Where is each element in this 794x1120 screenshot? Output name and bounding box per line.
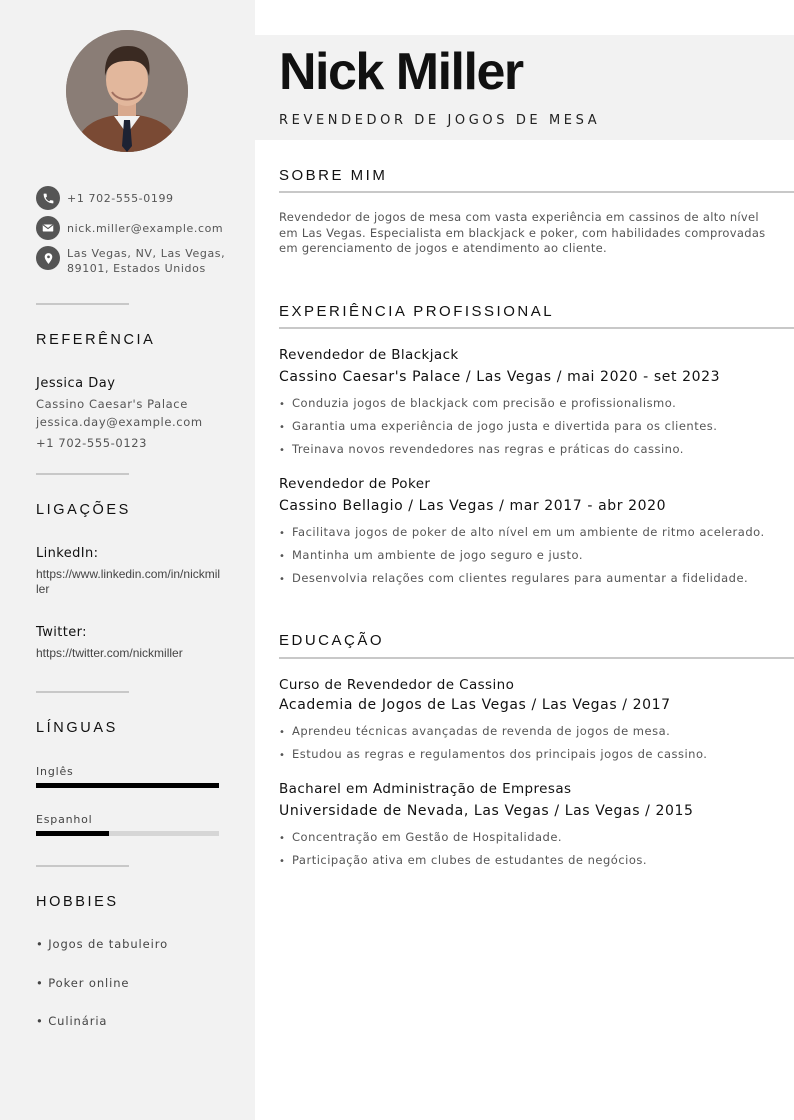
languages-heading: LÍNGUAS	[36, 720, 118, 736]
map-pin-icon	[36, 246, 60, 270]
person-title: REVENDEDOR DE JOGOS DE MESA	[279, 113, 601, 128]
address-line-2: 89101, Estados Unidos	[67, 262, 206, 275]
reference-heading: REFERÊNCIA	[36, 332, 156, 348]
language-spanish-label: Espanhol	[36, 813, 93, 826]
avatar	[66, 30, 188, 152]
hobbies-heading: HOBBIES	[36, 894, 119, 910]
divider	[36, 473, 129, 475]
job-bullet: • Garantia uma experiência de jogo justa e divertida para os clientes.	[279, 419, 718, 433]
reference-email: jessica.day@example.com	[36, 415, 203, 429]
divider	[36, 691, 129, 693]
links-heading: LIGAÇÕES	[36, 502, 131, 518]
job-bullet: • Conduzia jogos de blackjack com precisão e profissionalismo.	[279, 396, 677, 410]
language-english-bar	[36, 783, 219, 788]
phone-icon	[36, 186, 60, 210]
job-organization: Cassino Bellagio / Las Vegas / mar 2017 - abr 2020	[279, 498, 667, 514]
job-bullet: • Mantinha um ambiente de jogo seguro e justo.	[279, 548, 584, 562]
job-role: Revendedor de Blackjack	[279, 347, 459, 363]
section-divider	[279, 327, 794, 329]
contact-phone	[36, 186, 174, 210]
divider	[36, 303, 129, 305]
twitter-link[interactable]: https://twitter.com/nickmiller	[36, 646, 183, 660]
section-divider	[279, 657, 794, 659]
twitter-label: Twitter:	[36, 625, 87, 640]
linkedin-link[interactable]: https://www.linkedin.com/in/nickmiller	[36, 567, 221, 596]
language-spanish-fill	[36, 831, 109, 836]
education-organization: Universidade de Nevada, Las Vegas / Las Vegas / 2015	[279, 803, 694, 819]
address-line-1: Las Vegas, NV, Las Vegas,	[67, 247, 226, 260]
language-spanish-bar	[36, 831, 219, 836]
section-divider	[279, 191, 794, 193]
hobby-item: • Jogos de tabuleiro	[36, 937, 169, 951]
job-role: Revendedor de Poker	[279, 476, 431, 492]
education-bullet: • Concentração em Gestão de Hospitalidade.	[279, 830, 563, 844]
phone-text: +1 702-555-0199	[67, 192, 174, 205]
contact-address	[36, 246, 225, 276]
address-text	[67, 246, 225, 276]
job-organization: Cassino Caesar's Palace / Las Vegas / mai 2020 - set 2023	[279, 369, 721, 385]
job-bullet: • Treinava novos revendedores nas regras e práticas do cassino.	[279, 442, 684, 456]
contact-email	[36, 216, 223, 240]
reference-phone: +1 702-555-0123	[36, 436, 148, 450]
education-course: Bacharel em Administração de Empresas	[279, 781, 572, 797]
hobby-item: • Poker online	[36, 976, 130, 990]
education-bullet: • Aprendeu técnicas avançadas de revenda de jogos de mesa.	[279, 724, 671, 738]
about-heading: SOBRE MIM	[279, 167, 388, 184]
language-english-fill	[36, 783, 219, 788]
education-bullet: • Participação ativa em clubes de estudantes de negócios.	[279, 853, 648, 867]
about-text: Revendedor de jogos de mesa com vasta experiência em cassinos de alto nível em Las Vegas. Especialista em blackjack e poker, com habilidades comprovadas em gerenciamento de jogos e atendimento ao cliente.	[279, 210, 766, 255]
email-text: nick.miller@example.com	[67, 222, 224, 235]
linkedin-label: LinkedIn:	[36, 546, 99, 561]
person-name: Nick Miller	[279, 43, 523, 101]
education-organization: Academia de Jogos de Las Vegas / Las Vegas / 2017	[279, 697, 671, 713]
education-bullet: • Estudou as regras e regulamentos dos principais jogos de cassino.	[279, 747, 708, 761]
education-heading: EDUCAÇÃO	[279, 632, 385, 649]
divider	[36, 865, 129, 867]
job-bullet: • Facilitava jogos de poker de alto nível em um ambiente de ritmo acelerado.	[279, 525, 765, 539]
envelope-icon	[36, 216, 60, 240]
education-course: Curso de Revendedor de Cassino	[279, 677, 515, 693]
reference-company: Cassino Caesar's Palace	[36, 397, 188, 411]
experience-heading: EXPERIÊNCIA PROFISSIONAL	[279, 303, 555, 320]
reference-name: Jessica Day	[36, 376, 116, 391]
job-bullet: • Desenvolvia relações com clientes regulares para aumentar a fidelidade.	[279, 571, 749, 585]
hobby-item: • Culinária	[36, 1014, 108, 1028]
language-english-label: Inglês	[36, 765, 74, 778]
profile-photo	[66, 30, 188, 152]
